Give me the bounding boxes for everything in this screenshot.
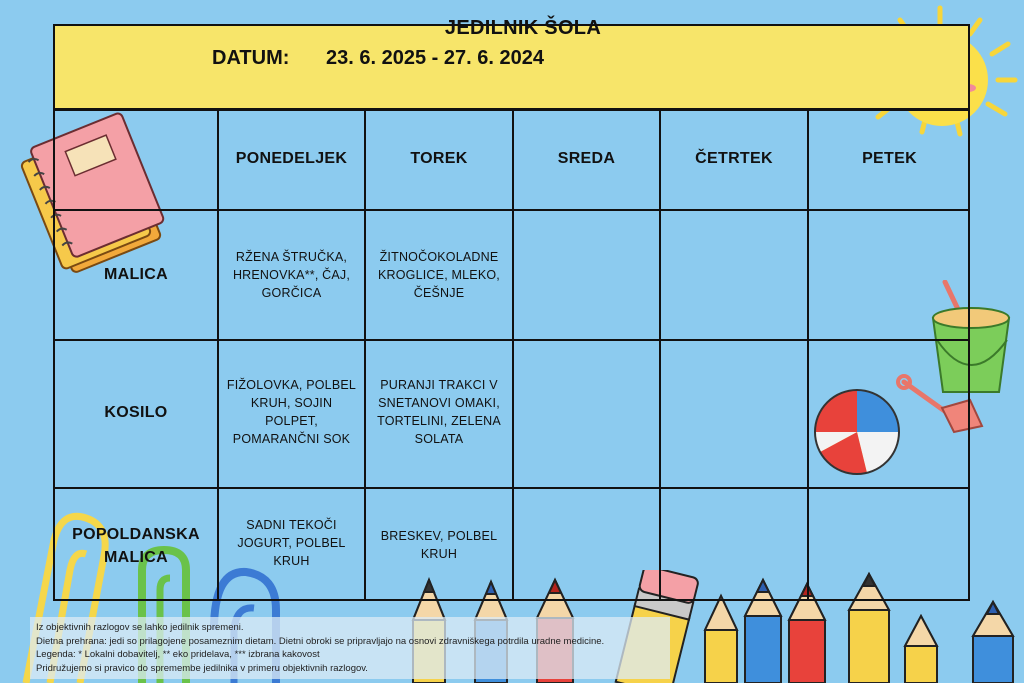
cell-line: SADNI TEKOČI [246,518,337,532]
row-header-popoldanska-malica [55,523,217,569]
footer-notes [30,617,670,679]
row-header-kosilo: KOSILO [104,404,168,421]
row-header-line: MALICA [103,549,168,566]
cell-line: ČEŠNJE [413,286,465,300]
cell-line: BRESKEV, POLBEL [380,529,498,543]
date-label: DATUM: [212,47,290,69]
menu-cell-kosilo-tuesday [366,376,512,448]
cell-line: GORČICA [261,286,322,300]
cell-line: POMARANČNI SOK [232,432,351,446]
menu-cell-popoldanska-tuesday [366,527,512,563]
cell-line: SNETANOVI OMAKI, [378,396,500,410]
cell-line: PURANJI TRAKCI V [380,378,498,392]
day-header-thursday: ČETRTEK [695,150,773,167]
cell-line: KRUH, SOJIN [250,396,333,410]
cell-line: KRUH [273,554,310,568]
row-header-line: POPOLDANSKA [72,526,200,543]
cell-line: FIŽOLOVKA, POLBEL [226,378,357,392]
day-header-monday: PONEDELJEK [235,150,348,167]
cell-line: KRUH [420,547,458,561]
table-divider [53,487,970,489]
cell-line: TORTELINI, ZELENA [377,414,501,428]
footer-note: Pridružujemo si pravico do spremembe jedilnika v primeru objektivnih razlogov. [36,662,368,674]
cell-line: ŽITNOČOKOLADNE [379,250,499,264]
table-divider [512,109,514,601]
cell-line: HRENOVKA**, ČAJ, [232,268,351,282]
cell-line: RŽENA ŠTRUČKA, [235,250,348,264]
date-range: 23. 6. 2025 - 27. 6. 2024 [326,47,544,69]
menu-cell-malica-tuesday [366,248,512,302]
footer-legend: Legenda: * Lokalni dobavitelj, ** eko pridelava, *** izbrana kakovost [36,649,320,660]
table-divider [53,209,970,211]
cell-line: JOGURT, POLBEL [237,536,346,550]
cell-line: SOLATA [414,432,464,446]
table-divider [53,339,970,341]
day-header-wednesday: SREDA [557,150,616,167]
menu-cell-popoldanska-monday [219,516,364,570]
footer-note: Dietna prehrana: jedi so prilagojene posameznim dietam. Dietni obroki se pripravljajo na osnovi zdravniškega potrdila uradne medicine. [36,635,605,647]
cell-line: KROGLICE, MLEKO, [378,268,500,282]
day-header-tuesday: TOREK [410,150,468,167]
footer-note: Iz objektivnih razlogov se lahko jedilnik spremeni. [36,622,244,633]
table-divider [807,109,809,601]
menu-cell-malica-monday [219,248,364,302]
page-title: JEDILNIK ŠOLA [444,17,602,39]
row-header-malica: MALICA [103,266,168,283]
cell-line: POLPET, [265,414,318,428]
table-divider [659,109,661,601]
menu-cell-kosilo-monday [219,376,364,448]
day-header-friday: PETEK [862,150,917,167]
